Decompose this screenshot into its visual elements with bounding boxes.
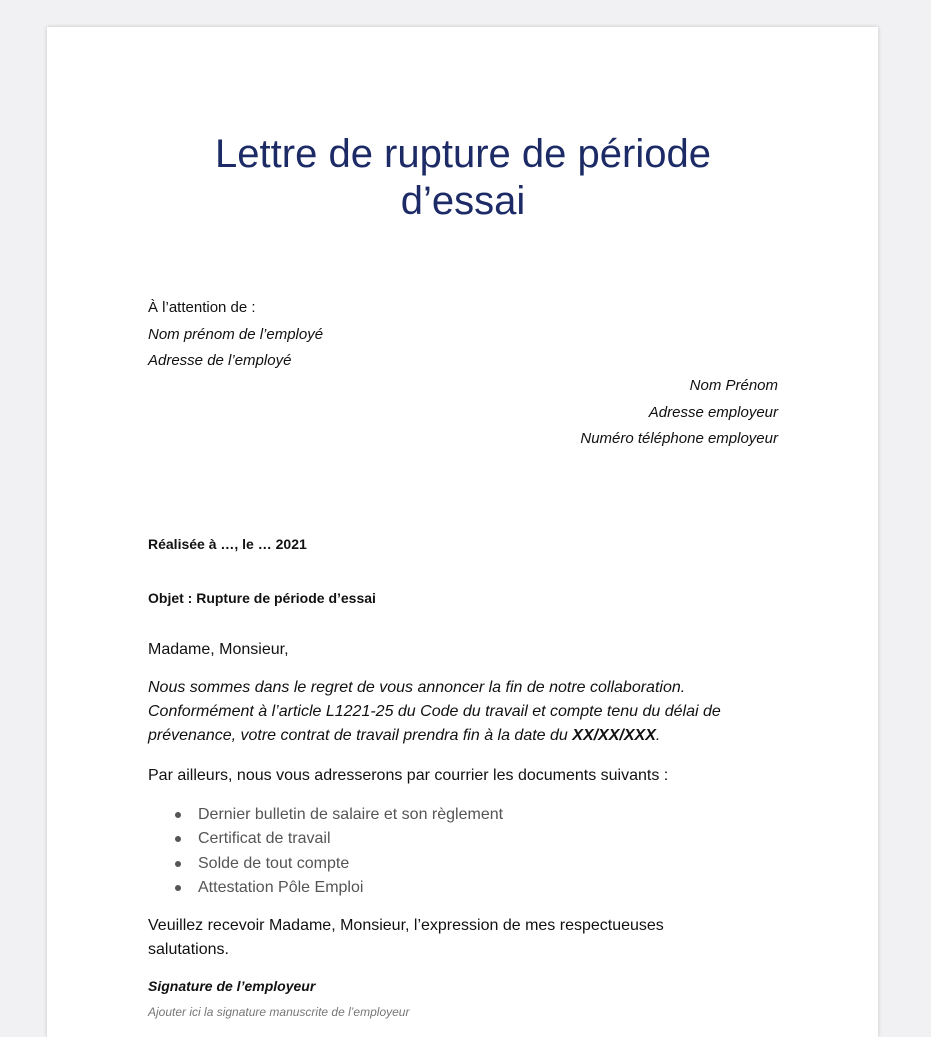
recipient-block [148, 295, 323, 375]
sender-phone: Numéro téléphone employeur [580, 430, 778, 447]
list-item: Attestation Pôle Emploi [173, 876, 503, 900]
title-line-1: Lettre de rupture de période [215, 132, 711, 176]
documents-list [173, 803, 503, 901]
salutation: Madame, Monsieur, [148, 641, 289, 658]
sender-block [580, 373, 778, 453]
list-item: Certificat de travail [173, 827, 503, 851]
title-line-2: d’essai [400, 179, 526, 223]
sender-address: Adresse employeur [648, 403, 778, 421]
document-title [148, 131, 778, 225]
recipient-name: Nom prénom de l’employé [148, 325, 324, 343]
recipient-address: Adresse de l’employé [148, 352, 292, 369]
signature-title: Signature de l’employeur [148, 978, 316, 994]
signature-note: Ajouter ici la signature manuscrite de l’employeur [148, 1005, 410, 1019]
end-date: XX/XX/XXX [572, 727, 656, 744]
subject-line: Objet : Rupture de période d’essai [148, 590, 376, 606]
recipient-label: À l’attention de : [148, 299, 256, 316]
place-date: Réalisée à …, le … 2021 [148, 536, 307, 552]
body-intro-text: Nous sommes dans le regret de vous annoncer la fin de notre collaboration. Conformément à l’article L1221-25 du Code du travail et compte tenu du délai de prévenance, votre contrat de travail prendra fin à la date du [148, 679, 721, 744]
list-item: Solde de tout compte [173, 852, 503, 876]
sender-name: Nom Prénom [689, 377, 778, 394]
body-paragraph [148, 676, 758, 748]
documents-intro: Par ailleurs, nous vous adresserons par courrier les documents suivants : [148, 767, 669, 784]
closing-paragraph: Veuillez recevoir Madame, Monsieur, l’expression de mes respectueuses salutations. [148, 917, 664, 958]
body-intro-end: . [655, 727, 661, 744]
list-item: Dernier bulletin de salaire et son règlement [173, 803, 503, 827]
document-page [47, 27, 878, 1037]
